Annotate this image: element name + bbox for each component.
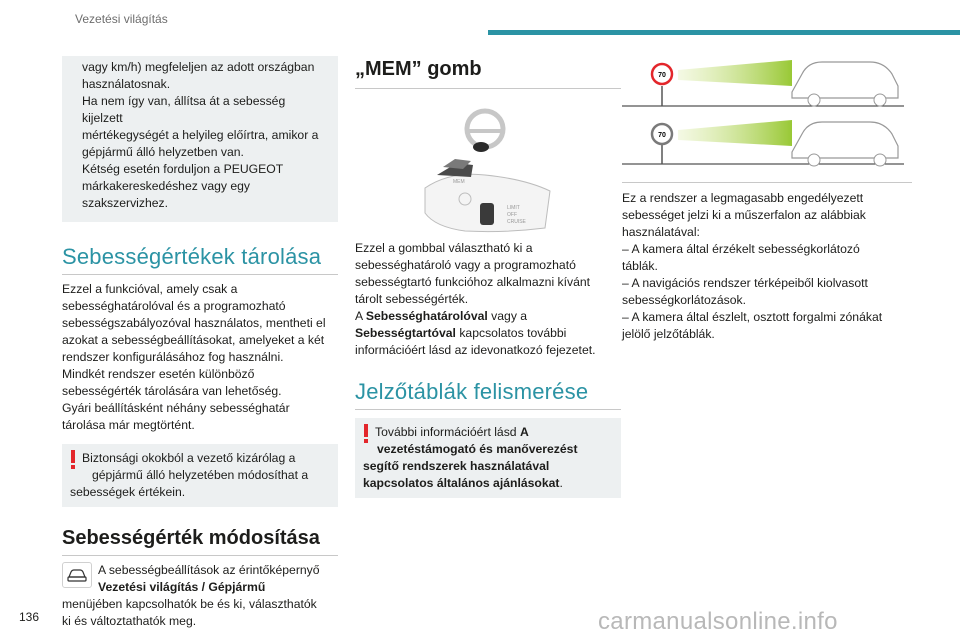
section-title-store: Sebességértékek tárolása bbox=[62, 244, 322, 269]
mem-button-figure bbox=[355, 93, 621, 233]
para-line: azokat a sebességbeállításokat, amelyeket a két bbox=[62, 333, 325, 347]
warning-line bbox=[363, 475, 611, 492]
speed-sign-70: 70 bbox=[658, 72, 666, 79]
divider bbox=[355, 88, 621, 89]
car-touchscreen-icon bbox=[62, 562, 92, 588]
cruise-label: CRUISE bbox=[507, 219, 526, 225]
modify-line: A sebességbeállítások az érintőképernyő bbox=[98, 563, 320, 577]
warning-line: gépjármű álló helyzetében módosíthat a bbox=[92, 468, 309, 482]
watermark: carmanualsonline.info bbox=[598, 608, 838, 635]
off-label: OFF bbox=[507, 212, 517, 218]
info-line: Kétség esetén forduljon a PEUGEOT bbox=[82, 162, 284, 176]
section-title-signs: Jelzőtáblák felismerése bbox=[355, 379, 589, 404]
mem-label: MEM bbox=[453, 179, 465, 185]
para-line: tárolása már megtörtént. bbox=[62, 418, 195, 432]
para-line: – A kamera által észlelt, osztott forgalmi zónákat bbox=[622, 310, 883, 324]
warning-icon bbox=[69, 450, 77, 470]
para-line: Ezzel a gombbal választható ki a bbox=[355, 241, 533, 255]
para-line: sebességhatároló vagy a programozható bbox=[355, 258, 576, 272]
text: vagy a bbox=[487, 309, 528, 323]
warning-line: Biztonsági okokból a vezető kizárólag a bbox=[82, 451, 296, 465]
para-line: sebességkorlátozások. bbox=[622, 293, 746, 307]
para-line: Ezzel a funkcióval, amely csak a bbox=[62, 282, 238, 296]
para-line: Ez a rendszer a legmagasabb engedélyezett bbox=[622, 191, 864, 205]
text: kapcsolatos további bbox=[455, 326, 567, 340]
limit-label: LIMIT bbox=[507, 205, 520, 211]
para-line: információért lásd az idevonatkozó fejezetet. bbox=[355, 343, 596, 357]
info-warning-box bbox=[355, 418, 621, 498]
subsection-title-modify: Sebességérték módosítása bbox=[62, 527, 320, 549]
modify-line: menüjében kapcsolhatók be és ki, választhatók bbox=[62, 597, 317, 611]
divider bbox=[62, 274, 338, 275]
para-line: rendszer konfigurálásához fog használni. bbox=[62, 350, 284, 364]
para-line: tárolt sebességérték. bbox=[355, 292, 469, 306]
page-number: 136 bbox=[19, 610, 40, 624]
signs-paragraph bbox=[622, 190, 912, 343]
para-line: sebességhatárolóval és a programozható bbox=[62, 299, 286, 313]
info-line: szakszervizhez. bbox=[82, 196, 169, 210]
para-line: sebességtartó funkcióhoz alkalmazni kívánt bbox=[355, 275, 591, 289]
divider bbox=[355, 409, 621, 410]
para-line: – A kamera által érzékelt sebességkorlátozó bbox=[622, 242, 860, 256]
warning-line bbox=[375, 424, 611, 441]
warning-line: vezetéstámogató és manőverezést bbox=[377, 442, 578, 456]
divider bbox=[622, 182, 912, 183]
text: További információért lásd bbox=[375, 425, 520, 439]
text: kapcsolatos általános ajánlásokat bbox=[363, 476, 560, 490]
warning-line: sebességek értékein. bbox=[70, 485, 186, 499]
text: A bbox=[355, 309, 366, 323]
column-2 bbox=[355, 56, 621, 498]
para-line: táblák. bbox=[622, 259, 658, 273]
info-line: vagy km/h) megfeleljen az adott országban bbox=[82, 60, 315, 74]
modify-paragraph bbox=[62, 562, 338, 630]
modify-line: ki és változtathatók meg. bbox=[62, 614, 197, 628]
modify-menu-path: Vezetési világítás / Gépjármű bbox=[98, 580, 266, 594]
info-line: mértékegységét a helyileg előírtra, amikor a bbox=[82, 128, 319, 142]
info-line: Ha nem így van, állítsa át a sebesség kijelzett bbox=[82, 94, 286, 125]
divider bbox=[62, 555, 338, 556]
para-line bbox=[355, 325, 621, 342]
warning-icon bbox=[362, 424, 370, 444]
speed-sign-70-grey: 70 bbox=[658, 132, 666, 139]
warning-box bbox=[62, 444, 338, 507]
para-line: sebességérték tárolására van lehetőség. bbox=[62, 384, 282, 398]
text: . bbox=[559, 476, 563, 490]
info-line: gépjármű álló helyzetben van. bbox=[82, 145, 244, 159]
mem-paragraph bbox=[355, 240, 621, 359]
info-line: márkakereskedéshez vagy egy bbox=[82, 179, 251, 193]
para-line: – A navigációs rendszer térképeiből kiolvasott bbox=[622, 276, 868, 290]
warning-line: segítő rendszerek használatával bbox=[363, 459, 550, 473]
para-line: jelölő jelzőtáblák. bbox=[622, 327, 715, 341]
section-title-mem: „MEM” gomb bbox=[355, 58, 482, 80]
text: A bbox=[519, 425, 529, 439]
para-line: sebességszabályozóval használatos, mentheti el bbox=[62, 316, 326, 330]
info-box bbox=[62, 56, 338, 222]
speed-sign-figure bbox=[622, 56, 912, 176]
para-line bbox=[355, 308, 621, 325]
column-1 bbox=[62, 56, 338, 630]
column-3 bbox=[622, 56, 912, 343]
store-paragraph bbox=[62, 281, 338, 434]
info-line: használatosnak. bbox=[82, 77, 171, 91]
term-limiter: Sebességhatárolóval bbox=[365, 309, 488, 323]
para-line: használatával: bbox=[622, 225, 700, 239]
para-line: Gyári beállításként néhány sebességhatár bbox=[62, 401, 290, 415]
header-rule bbox=[488, 30, 960, 35]
para-line: sebességet jelzi ki a műszerfalon az alábbiak bbox=[622, 208, 866, 222]
term-cruise: Sebességtartóval bbox=[355, 326, 456, 340]
para-line: Mindkét rendszer esetén különböző bbox=[62, 367, 255, 381]
header-title: Vezetési világítás bbox=[75, 12, 168, 26]
